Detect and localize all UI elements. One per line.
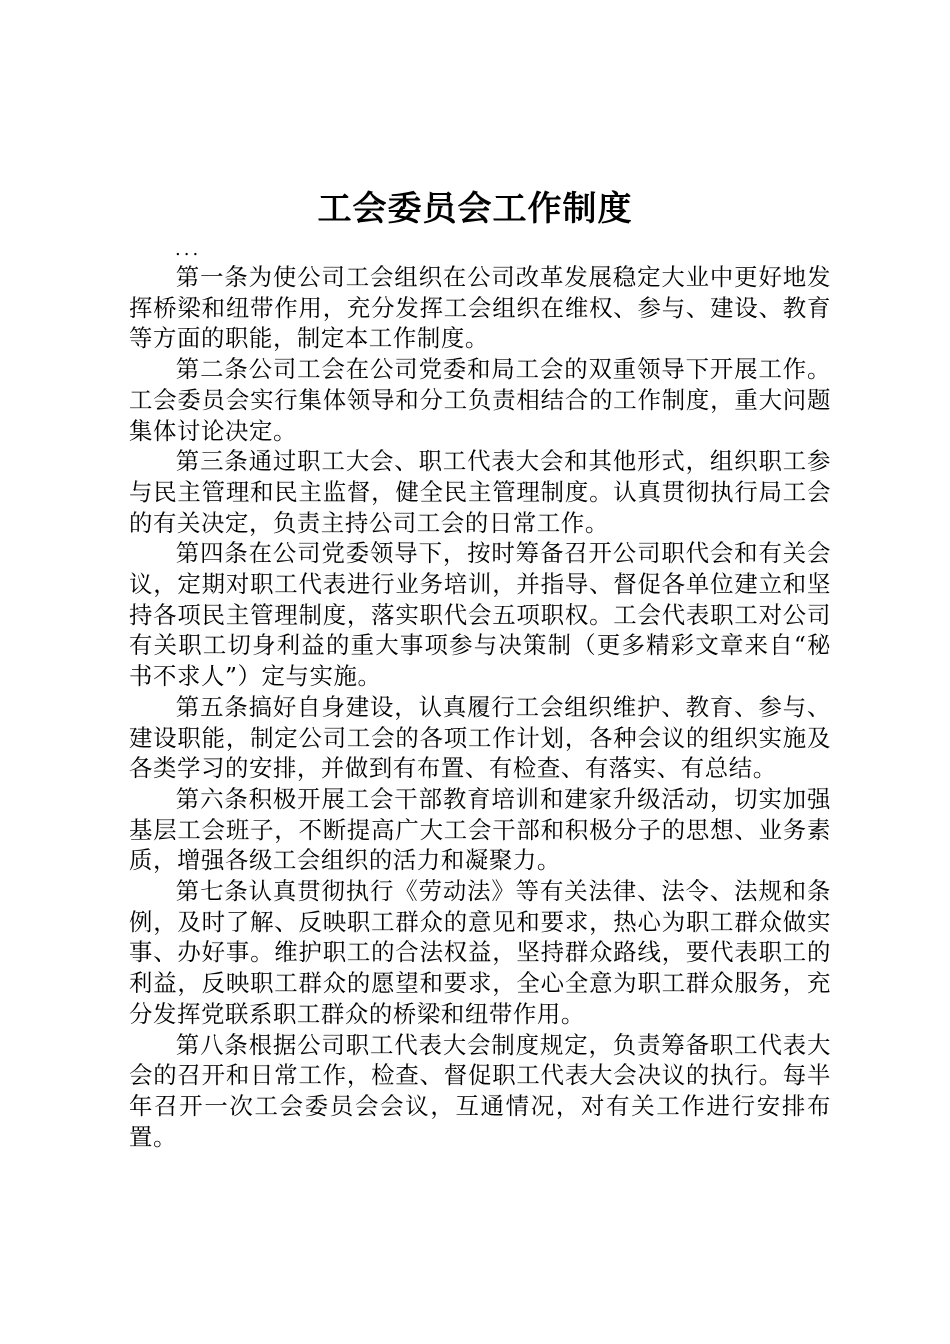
- article-6: 第六条积极开展工会干部教育培训和建家升级活动，切实加强基层工会班子，不断提高广大工会干部和积极分子的思想、业务素质，增强各级工会组织的活力和凝聚力。: [129, 784, 831, 875]
- article-2: 第二条公司工会在公司党委和局工会的双重领导下开展工作。工会委员会实行集体领导和分工负责相结合的工作制度，重大问题集体讨论决定。: [129, 355, 831, 445]
- article-5: 第五条搞好自身建设，认真履行工会组织维护、教育、参与、建设职能，制定公司工会的各项工作计划，各种会议的组织实施及各类学习的安排，并做到有布置、有检查、有落实、有总结。: [129, 692, 831, 783]
- article-8: 第八条根据公司职工代表大会制度规定，负责筹备职工代表大会的召开和日常工作，检查、督促职工代表大会决议的执行。每半年召开一次工会委员会会议，互通情况，对有关工作进行安排布置。: [129, 1030, 831, 1151]
- document-body: [129, 262, 831, 1152]
- ellipsis-mark: ...: [175, 239, 202, 260]
- article-3: 第三条通过职工大会、职工代表大会和其他形式，组织职工参与民主管理和民主监督，健全民主管理制度。认真贯彻执行局工会的有关决定，负责主持公司工会的日常工作。: [129, 447, 831, 537]
- article-1: 第一条为使公司工会组织在公司改革发展稳定大业中更好地发挥桥梁和纽带作用，充分发挥工会组织在维权、参与、建设、教育等方面的职能，制定本工作制度。: [129, 263, 831, 353]
- article-4: 第四条在公司党委领导下，按时筹备召开公司职代会和有关会议，定期对职工代表进行业务培训，并指导、督促各单位建立和坚持各项民主管理制度，落实职代会五项职权。工会代表职工对公司有关职工切身利益的重大事项参与决策制（更多精彩文章来自“秘书不求人”）定与实施。: [129, 539, 831, 691]
- document-title: 工会委员会工作制度: [317, 189, 633, 229]
- article-7: 第七条认真贯彻执行《劳动法》等有关法律、法令、法规和条例，及时了解、反映职工群众的意见和要求，热心为职工群众做实事、办好事。维护职工的合法权益，坚持群众路线，要代表职工的利益，反映职工群众的愿望和要求，全心全意为职工群众服务，充分发挥党联系职工群众的桥梁和纽带作用。: [129, 877, 831, 1028]
